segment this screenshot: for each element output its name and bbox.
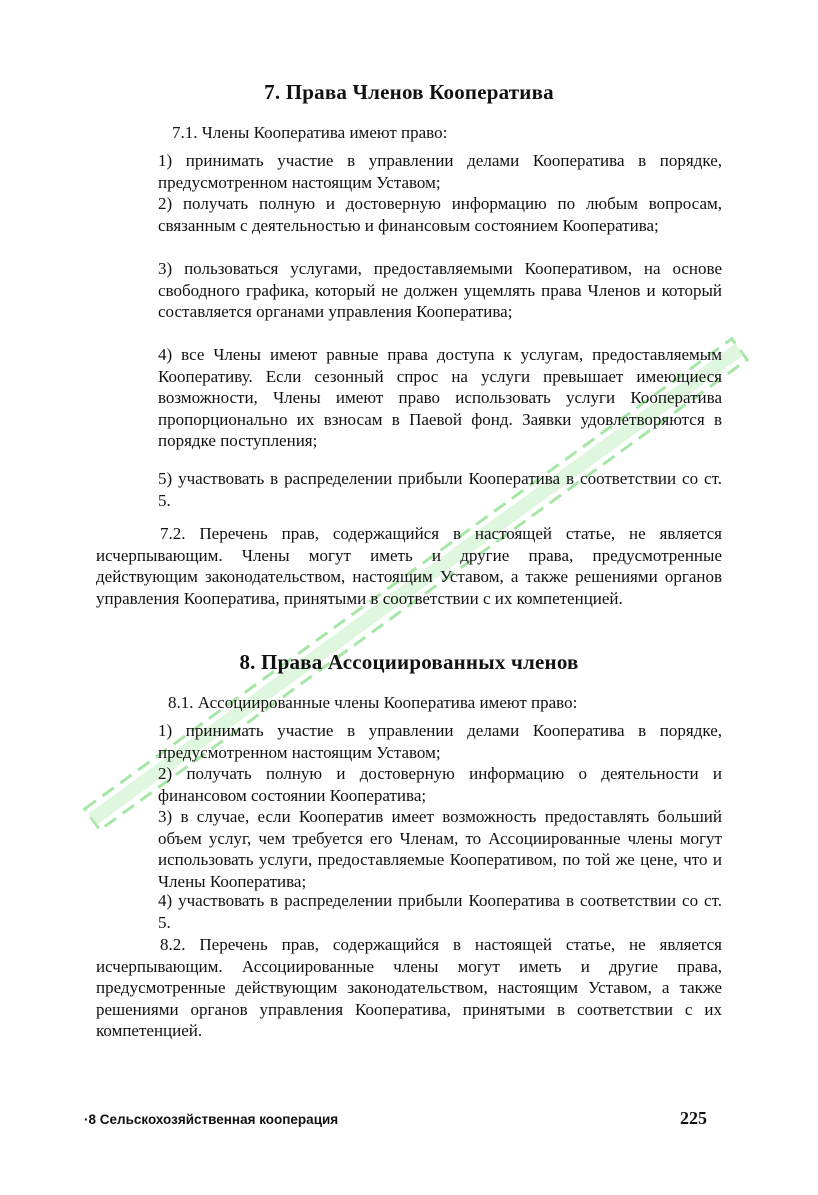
- running-footer: ·8 Сельскохозяйственная кооперация: [84, 1112, 339, 1127]
- section7-item-4: 4) все Члены имеют равные права доступа к услугам, предоставляемым Кооперативу. Если сезонный спрос на услуги превышает имеющиеся возможности, Члены имеют право использовать услуги Кооператива пропорционально их взносам в Паевой фонд. Заявки удовлетворяются в порядке поступления;: [158, 345, 722, 451]
- section7-item-1: 1) принимать участие в управлении делами Кооператива в порядке, предусмотренном настоящим Уставом;: [158, 151, 722, 192]
- section8-closing: 8.2. Перечень прав, содержащийся в настоящей статье, не является исчерпывающим. Ассоциированные члены могут иметь и другие права, предусмотренные действующим законодательством, настоящим Уставом, а также решениями органов управления Кооператива, принятыми в соответствии с их компетенцией.: [96, 935, 722, 1041]
- section8-item-2: 2) получать полную и достоверную информацию о деятельности и финансовом состоянии Кооператива;: [158, 764, 722, 805]
- section8-lead: 8.1. Ассоциированные члены Кооператива имеют право:: [168, 693, 578, 712]
- section7-closing: 7.2. Перечень прав, содержащийся в настоящей статье, не является исчерпывающим. Члены могут иметь и другие права, предусмотренные действующим законодательством, настоящим Уставом, а также решениями органов управления Кооператива, принятыми в соответствии с их компетенцией.: [96, 524, 722, 608]
- section7-title: 7. Права Членов Кооператива: [264, 80, 554, 104]
- page-number: 225: [680, 1108, 707, 1128]
- section7-item-5: 5) участвовать в распределении прибыли Кооператива в соответствии со ст. 5.: [158, 469, 722, 510]
- section8-title: 8. Права Ассоциированных членов: [239, 650, 579, 674]
- section7-item-2: 2) получать полную и достоверную информацию по любым вопросам, связанным с деятельностью и финансовым состоянием Кооператива;: [158, 194, 722, 235]
- section8-item-4: 4) участвовать в распределении прибыли Кооператива в соответствии со ст. 5.: [158, 891, 722, 932]
- section8-item-3: 3) в случае, если Кооператив имеет возможность предоставлять больший объем услуг, чем требуется его Членам, то Ассоциированные члены могут использовать услуги, предоставляемые Кооперативом, по той же цене, что и Члены Кооператива;: [158, 807, 722, 891]
- section8-item-1: 1) принимать участие в управлении делами Кооператива в порядке, предусмотренном настоящим Уставом;: [158, 721, 722, 762]
- section7-lead: 7.1. Члены Кооператива имеют право:: [172, 123, 448, 142]
- section7-item-3: 3) пользоваться услугами, предоставляемыми Кооперативом, на основе свободного графика, который не должен ущемлять права Членов и который составляется органами управления Кооператива;: [158, 259, 722, 322]
